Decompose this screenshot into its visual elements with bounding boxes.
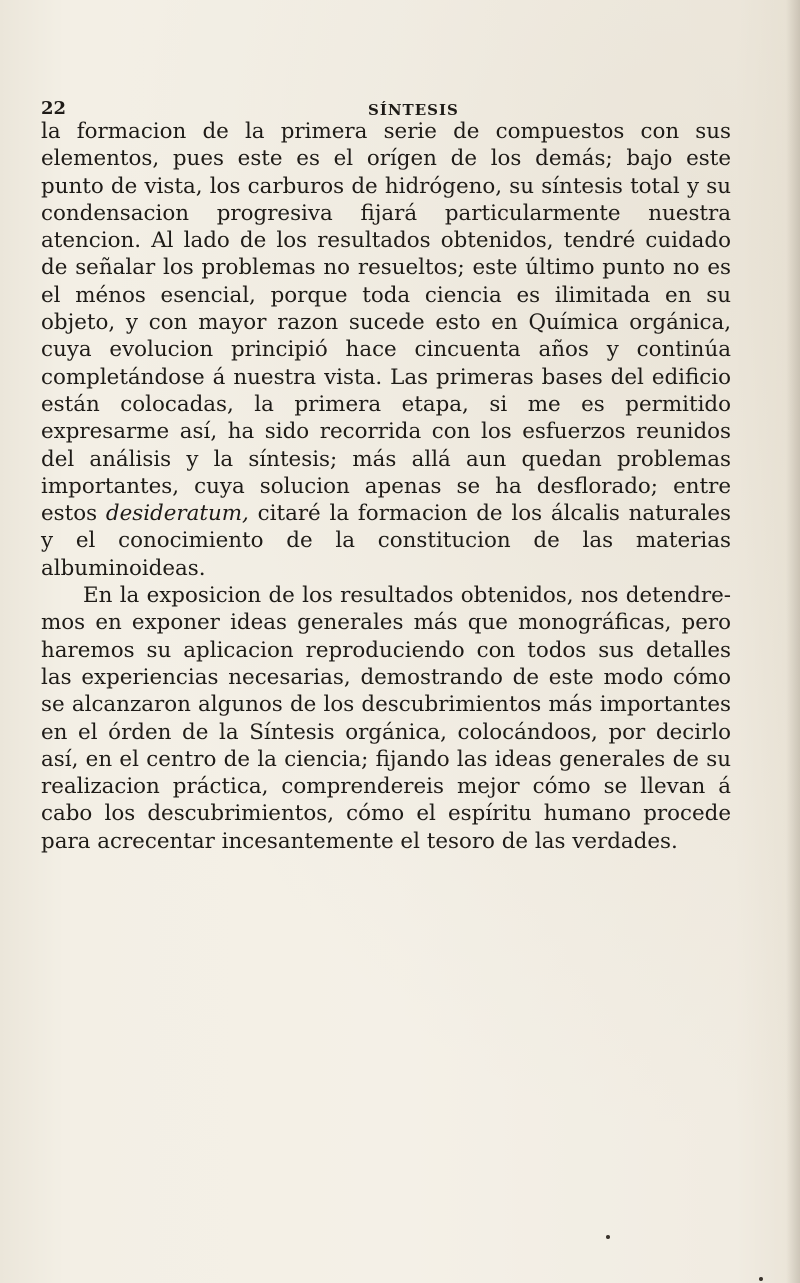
paragraph [41,118,731,582]
ink-speck [606,1235,610,1239]
emphasis-term: desideratum, [105,501,249,527]
ink-speck [759,1277,763,1281]
body-text [41,118,731,855]
page-edge-shadow [786,0,800,1283]
paragraph-text: la formacion de la primera serie de compuestos con sus elementos, pues este es el orígen de los demás; bajo este punto de vista, los carburos de hidrógeno, su síntesis total y su condensacion progresiva fijará particularmente nuestra atencion. Al lado de los resultados obtenidos, tendré cuidado de señalar los problemas no resueltos; este último punto no es el ménos esencial, porque toda ciencia es ilimitada en su objeto, y con mayor razon sucede esto en Química orgánica, cuya evolucion principió hace cincuenta años y continúa completándose á nuestra vista. Las primeras bases del edificio están colocadas, la primera etapa, si me es permitido expresarme así, ha sido recorrida con los esfuerzos reunidos del análisis y la síntesis; más allá aun quedan problemas importantes, cuya solucion apenas se ha desflorado; entre estos [41,119,731,527]
paragraph: En la exposicion de los resultados obtenidos, nos detendremos en exponer ideas generales más que monográficas, pero haremos su aplicacion reproduciendo con todos sus detalles las experiencias necesarias, demostrando de este modo cómo se alcanzaron algunos de los descubrimientos más importantes en el órden de la Síntesis orgánica, colocándoos, por decirlo así, en el centro de la ciencia; fijando las ideas generales de su realizacion práctica, comprendereis mejor cómo se llevan á cabo los descubrimientos, cómo el espíritu humano procede para acrecentar incesantemente el tesoro de las verdades. [41,583,731,854]
paragraph-text: citaré la formacion de los álcalis naturales y el conocimiento de la constitucion de las materias albuminoideas. [41,501,732,581]
page-number: 22 [41,98,67,119]
running-head: SÍNTESIS [368,101,459,119]
